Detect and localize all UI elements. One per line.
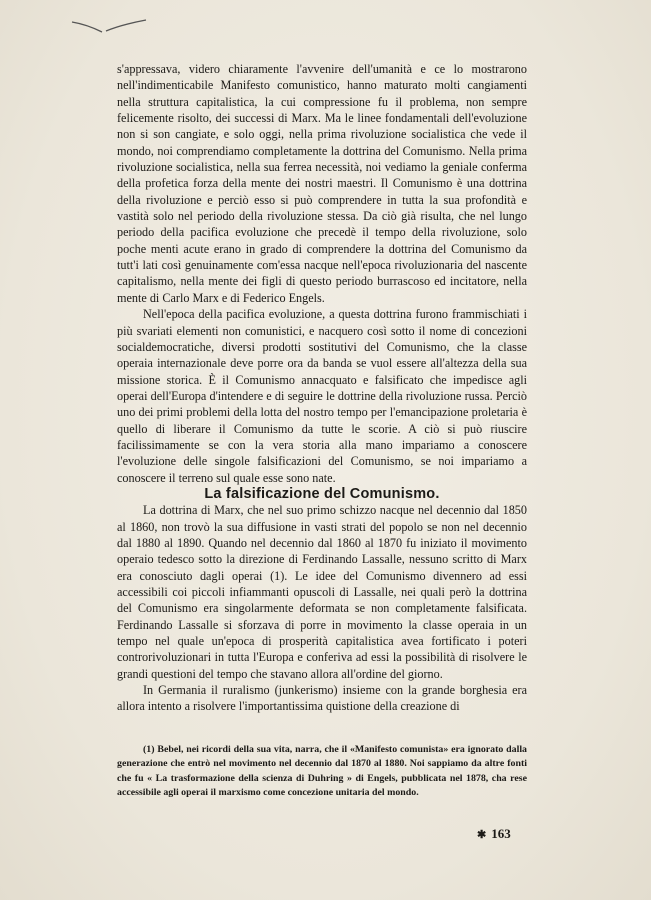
page-ornament-icon: ✱ [477, 829, 487, 841]
pencil-mark [70, 14, 150, 40]
main-text [117, 61, 527, 715]
paragraph-4: In Germania il ruralismo (junkerismo) insieme con la grande borghesia era allora intento a risolvere l'importantissima quistione della creazione di [117, 683, 527, 714]
section-heading: La falsificazione del Comunismo. [204, 485, 440, 502]
paragraph-1: s'appressava, videro chiaramente l'avvenire dell'umanità e ce lo mostrarono nell'indimenticabile Manifesto comunistico, hanno maturato molti cangiamenti nella struttura capitalistica, la cui compressione fu il problema, non sempre felicemente risolto, dei successi di Marx. Ma le linee fondamentali dell'evoluzione non si son cangiate, e solo oggi, nella prima rivoluzione socialistica che vede il mondo, noi comprendiamo completamente la dottrina del Comunismo. Nella prima rivoluzione socialistica, nella sua ferrea necessità, noi vediamo la geniale conferma della profetica forza della mente dei nostri maestri. Il Comunismo è una dottrina della rivoluzione e perciò esso si può comprendere in tutta la sua profondità e vastità solo nel periodo della rivoluzione stessa. Da ciò già risulta, che nel lungo periodo della pacifica evoluzione che precedè il tempo della rivoluzione, solo poche menti acute erano in grado di comprendere la dottrina del Comunismo da tutt'i lati così genuinamente com'essa nacque nell'epoca rivoluzionaria del nascente capitalismo, nella mente dei figli di questo periodo burrascoso ed incitatore, nella mente di Carlo Marx e di Federico Engels. [117, 62, 527, 305]
footnote-text: (1) Bebel, nei ricordi della sua vita, narra, che il «Manifesto comunista» era ignorato dalla generazione che entrò nel movimento nel decennio dal 1870 al 1880. Noi sappiamo da altre fonti che fu « La trasformazione della scienza di Duhring » di Engels, pubblicata nel 1878, cha rese accessibile agli operai il marxismo come concezione unitaria del mondo. [117, 744, 527, 799]
paragraph-2: Nell'epoca della pacifica evoluzione, a questa dottrina furono frammischiati i più svariati elementi non comunistici, e nacquero così sotto il nome di concezioni socialdemocratiche, diversi prodotti sostitutivi del Comunismo, che la classe operaia internazionale deve porre ora da banda se vuol essere all'altezza della sua missione storica. È il Comunismo annacquato e falsificato che impedisce agli operai dell'Europa d'intendere e di seguire le dottrine della rivoluzione russa. Perciò uno dei primi problemi della lotta del nostro tempo per l'emancipazione proletaria è quello di liberare il Comunismo da tutte le scorie. A ciò si può riuscire facilissimamente se con la vera storia alla mano impariamo a conoscere l'evoluzione delle singole falsificazioni del Comunismo, se noi impariamo a conoscere il terreno sul quale esse sono nate. [117, 307, 527, 485]
paragraph-3: La dottrina di Marx, che nel suo primo schizzo nacque nel decennio dal 1850 al 1860, non trovò la sua diffusione in vasti strati del popolo se non nel decennio dal 1880 al 1890. Quando nel decennio dal 1860 al 1870 fu iniziato il movimento operaio tedesco sotto la direzione di Ferdinando Lassalle, nessuno scritto di Marx era conosciuto dagli operai (1). Le idee del Comunismo divennero ad essi accessibili coi piccoli infiammanti opuscoli di Lassalle, nei quali però la dottrina del Comunismo era singolarmente deformata se non completamente falsificata. Ferdinando Lassalle si sforzava di porre in movimento la classe operaia in un tempo nel quale un'epoca di prosperità capitalistica avea fortificato i poteri controrivoluzionari in tutta l'Europa e conferiva ad essi la possibilità di risolvere le grandi questioni del tempo che stavano allora all'ordine del giorno. [117, 503, 527, 681]
page-number-value: 163 [491, 826, 511, 841]
page-number [477, 826, 511, 842]
footnote [117, 743, 527, 801]
